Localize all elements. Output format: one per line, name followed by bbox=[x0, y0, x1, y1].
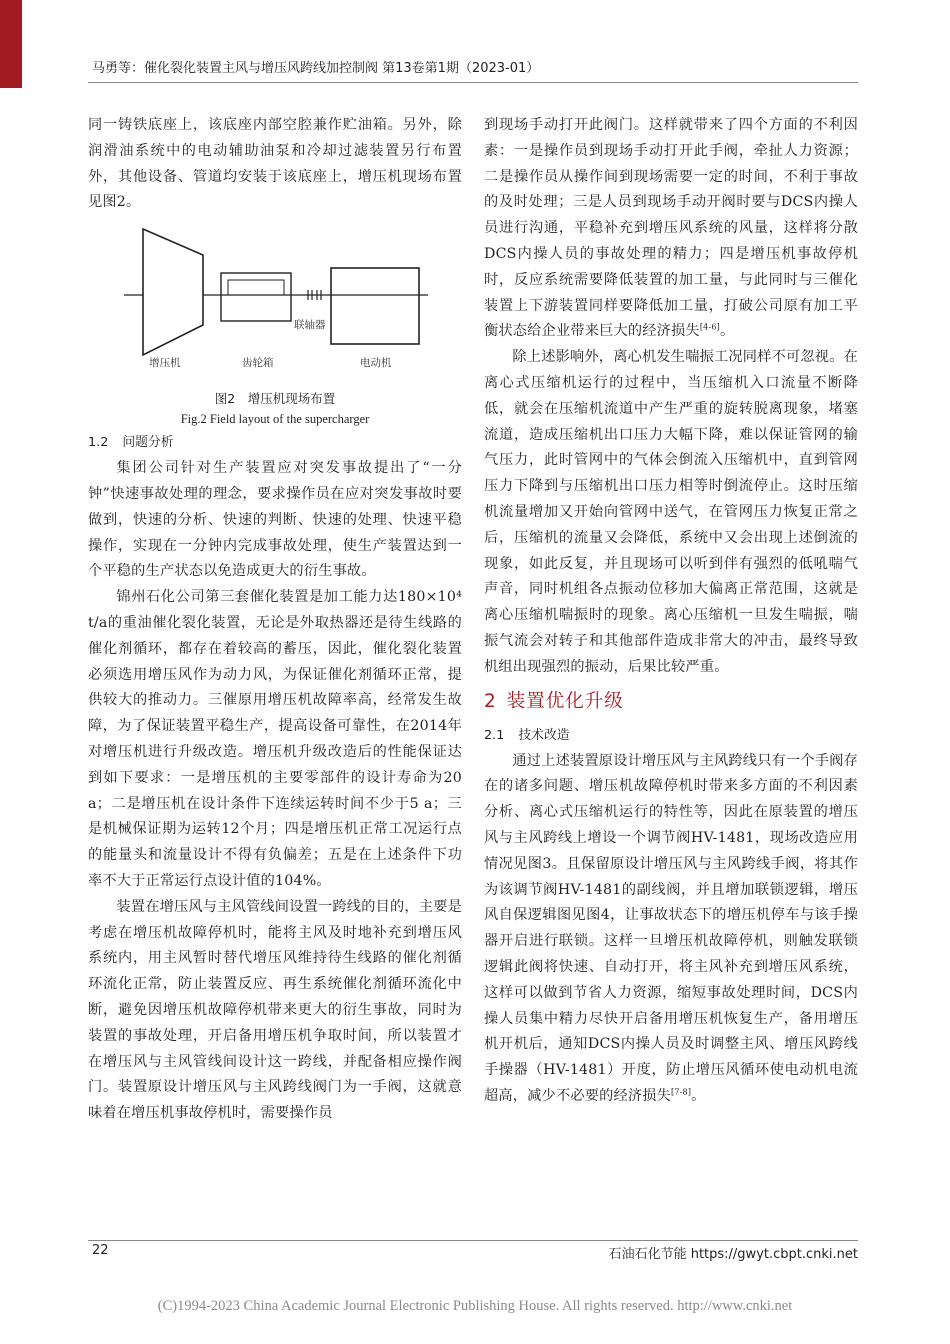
section-heading-2 bbox=[484, 688, 858, 716]
supercharger-shape bbox=[143, 229, 203, 355]
copyright-watermark: (C)1994-2023 China Academic Journal Electronic Publishing House. All rights reserved. http://www.cnki.net bbox=[157, 1298, 793, 1314]
label-gearbox: 齿轮箱 bbox=[242, 357, 274, 370]
label-supercharger: 增压机 bbox=[149, 357, 181, 370]
motor-shape bbox=[331, 268, 419, 344]
section-number: 1.2 bbox=[88, 435, 109, 451]
section-title: 技术改造 bbox=[518, 727, 570, 743]
figure-caption-en: Fig.2 Field layout of the supercharger bbox=[180, 412, 370, 427]
paragraph-one-minute: 集团公司针对生产装置应对突发事故提出了“一分钟”快速事故处理的理念，要求操作员在应对突发事故时要做到，快速的分析、快速的判断、快速的处理、快速平稳操作，实现在一分钟内完成事故处理，使生产装置达到一个平稳的生产状态以免造成更大的衍生事故。 bbox=[88, 460, 462, 580]
page-number: 22 bbox=[92, 1243, 109, 1258]
section-title: 问题分析 bbox=[122, 435, 174, 451]
figure-caption-cn: 图2 增压机现场布置 bbox=[214, 391, 336, 407]
citation-4-6: [4-6] bbox=[699, 322, 720, 332]
paragraph-crossline: 装置在增压风与主风管线间设置一跨线的目的，主要是考虑在增压机故障停机时，能将主风及时地补充到增压风系统内，用主风暂时替代增压风维持待生线路的催化剂循环流化正常，防止装置反应、再生系统催化剂循环流化中断，避免因增压机故障停机带来更大的衍生事故，同时为装置的事故处理，开启备用增压机争取时间，所以装置才在增压风与主风管线间设计这一跨线，并配备相应操作阀门。装置原设计增压风与主风跨线阀门为一手阀，这就意味着在增压机事故停机时，需要操作员 bbox=[88, 898, 462, 1122]
figure-2 bbox=[88, 225, 462, 385]
right-column bbox=[484, 113, 858, 1110]
section-heading-1-2 bbox=[88, 431, 462, 455]
paragraph-surge: 除上述影响外，离心机发生喘振工况同样不可忽视。在离心式压缩机运行的过程中，当压缩机入口流量不断降低，就会在压缩机流道中产生严重的旋转脱离现象，堵塞流道，造成压缩机出口压力大幅下降，难以保证管网的输气压力，此时管网中的气体会倒流入压缩机中，直到管网压力下降到与压缩机出口压力相等时倒流停止。这时压缩机流量增加又开始向管网中送气，在管网压力恢复正常之后，压缩机的流量又会降低，系统中又会出现上述倒流的现象，如此反复，并且现场可以听到伴有强烈的低吼喘气声音，同时机组各点振动位移加大偏离正常范围，这就是离心压缩机喘振时的现象。离心压缩机一旦发生喘振，喘振气流会对转子和其他部件造成非常大的冲击，最终导致机组出现强烈的振动，后果比较严重。 bbox=[484, 349, 858, 675]
paragraph-jinzhou: 锦州石化公司第三套催化装置是加工能力达180×10⁴ t/a的重油催化裂化装置，无论是外取热器还是待生线路的催化剂循环，都存在着较高的蓄压，因此，催化裂化装置必须选用增压风作为动力风，为保证催化剂循环正常，提供较大的推动力。三催原用增压机故障率高，经常发生故障，为了保证装置平稳生产，提高设备可靠性，在2014年对增压机进行升级改造。增压机升级改造后的性能保证达到如下要求：一是增压机的主要零部件的设计寿命为20 a；二是增压机在设计条件下连续运转时间不少于5 a；三是机械保证期为运转12个月；四是增压机正常工况运行点的能量头和流量设计不得有负偏差；五是在上述条件下功率不大于正常运行点设计值的104%。 bbox=[88, 589, 462, 889]
running-header: 马勇等：催化裂化装置主风与增压风跨线加控制阀 第13卷第1期（2023-01） bbox=[92, 61, 540, 76]
paragraph-tech-text: 通过上述装置原设计增压风与主风跨线只有一个手阀存在的诸多问题、增压机故障停机时带来多方面的不利因素分析、离心式压缩机运行的特性等，因此在原装置的增压风与主风跨线上增设一个调节阀HV-1481，现场改造应用情况见图3。且保留原设计增压风与主风跨线手阀，将其作为该调节阀HV-1481的副线阀，并且增加联锁逻辑，增压风自保逻辑图见图4，让事故状态下的增压机停车与该手操器开启进行联锁。这样一旦增压机故障停机，则触发联锁逻辑此阀将快速、自动打开，将主风补充到增压风系统，这样可以做到节省人力资源，缩短事故处理时间，DCS内操人员集中精力尽快开启备用增压机恢复生产，备用增压机开机后，通知DCS内操人员及时调整主风、增压风跨线手操器（HV-1481）开度，防止增压风循环使电动机电流超高，减少不必要的经济损失 bbox=[484, 752, 858, 1104]
section-number: 2.1 bbox=[484, 727, 505, 743]
header-rule bbox=[88, 82, 858, 83]
left-column bbox=[88, 113, 462, 1127]
footer-rule bbox=[88, 1240, 858, 1241]
label-motor: 电动机 bbox=[360, 357, 392, 370]
intro-paragraph: 同一铸铁底座上，该底座内部空腔兼作贮油箱。另外，除润滑油系统中的电动辅助油泵和冷却过滤装置另行布置外，其他设备、管道均安装于该底座上，增压机现场布置见图2。 bbox=[88, 117, 462, 211]
section-title: 装置优化升级 bbox=[506, 690, 624, 712]
section-number: 2 bbox=[484, 690, 497, 712]
paragraph-tech-upgrade: 通过上述装置原设计增压风与主风跨线只有一个手阀存在的诸多问题、增压机故障停机时带来多方面的不利因素分析、离心式压缩机运行的特性等，因此在原装置的增压风与主风跨线上增设一个调节阀HV-1481，现场改造应用情况见图3。且保留原设计增压风与主风跨线手阀，将其作为该调节阀HV-1481的副线阀，并且增加联锁逻辑，增压风自保逻辑图见图4，让事故状态下的增压机停车与该手操器开启进行联锁。这样一旦增压机故障停机，则触发联锁逻辑此阀将快速、自动打开，将主风补充到增压风系统，这样可以做到节省人力资源，缩短事故处理时间，DCS内操人员集中精力尽快开启备用增压机恢复生产，备用增压机开机后，通知DCS内操人员及时调整主风、增压风跨线手操器（HV-1481）开度，防止增压风循环使电动机电流超高，减少不必要的经济损失[7-8]。 bbox=[484, 752, 858, 1104]
paragraph-continued: 到现场手动打开此阀门。这样就带来了四个方面的不利因素：一是操作员到现场手动打开此手阀，牵扯人力资源；二是操作员从操作间到现场需要一定的时间，不利于事故的及时处理；三是人员到现场手动开阀时要与DCS内操人员进行沟通，平稳补充到增压风系统的风量，这样将分散DCS内操人员的事故处理的精力；四是增压机事故停机时，反应系统需要降低装置的加工量，与此同时与三催化装置上下游装置同样要降低加工量，打破公司原有加工平衡状态给企业带来巨大的经济损失[4-6]。 bbox=[484, 117, 858, 340]
supercharger-layout-diagram bbox=[88, 225, 462, 385]
citation-7-8: [7-8] bbox=[671, 1087, 692, 1097]
section-heading-2-1 bbox=[484, 724, 858, 748]
label-coupling: 联轴器 bbox=[294, 319, 326, 332]
paragraph-continued-text: 到现场手动打开此阀门。这样就带来了四个方面的不利因素：一是操作员到现场手动打开此手阀，牵扯人力资源；二是操作员从操作间到现场需要一定的时间，不利于事故的及时处理；三是人员到现场手动开阀时要与DCS内操人员进行沟通，平稳补充到增压风系统的风量，这样将分散DCS内操人员的事故处理的精力；四是增压机事故停机时，反应系统需要降低装置的加工量，与此同时与三催化装置上下游装置同样要降低加工量，打破公司原有加工平衡状态给企业带来巨大的经济损失 bbox=[484, 117, 858, 340]
header-accent-bar bbox=[0, 0, 22, 88]
journal-footer: 石油石化节能 https://gwyt.cbpt.cnki.net bbox=[608, 1247, 858, 1262]
